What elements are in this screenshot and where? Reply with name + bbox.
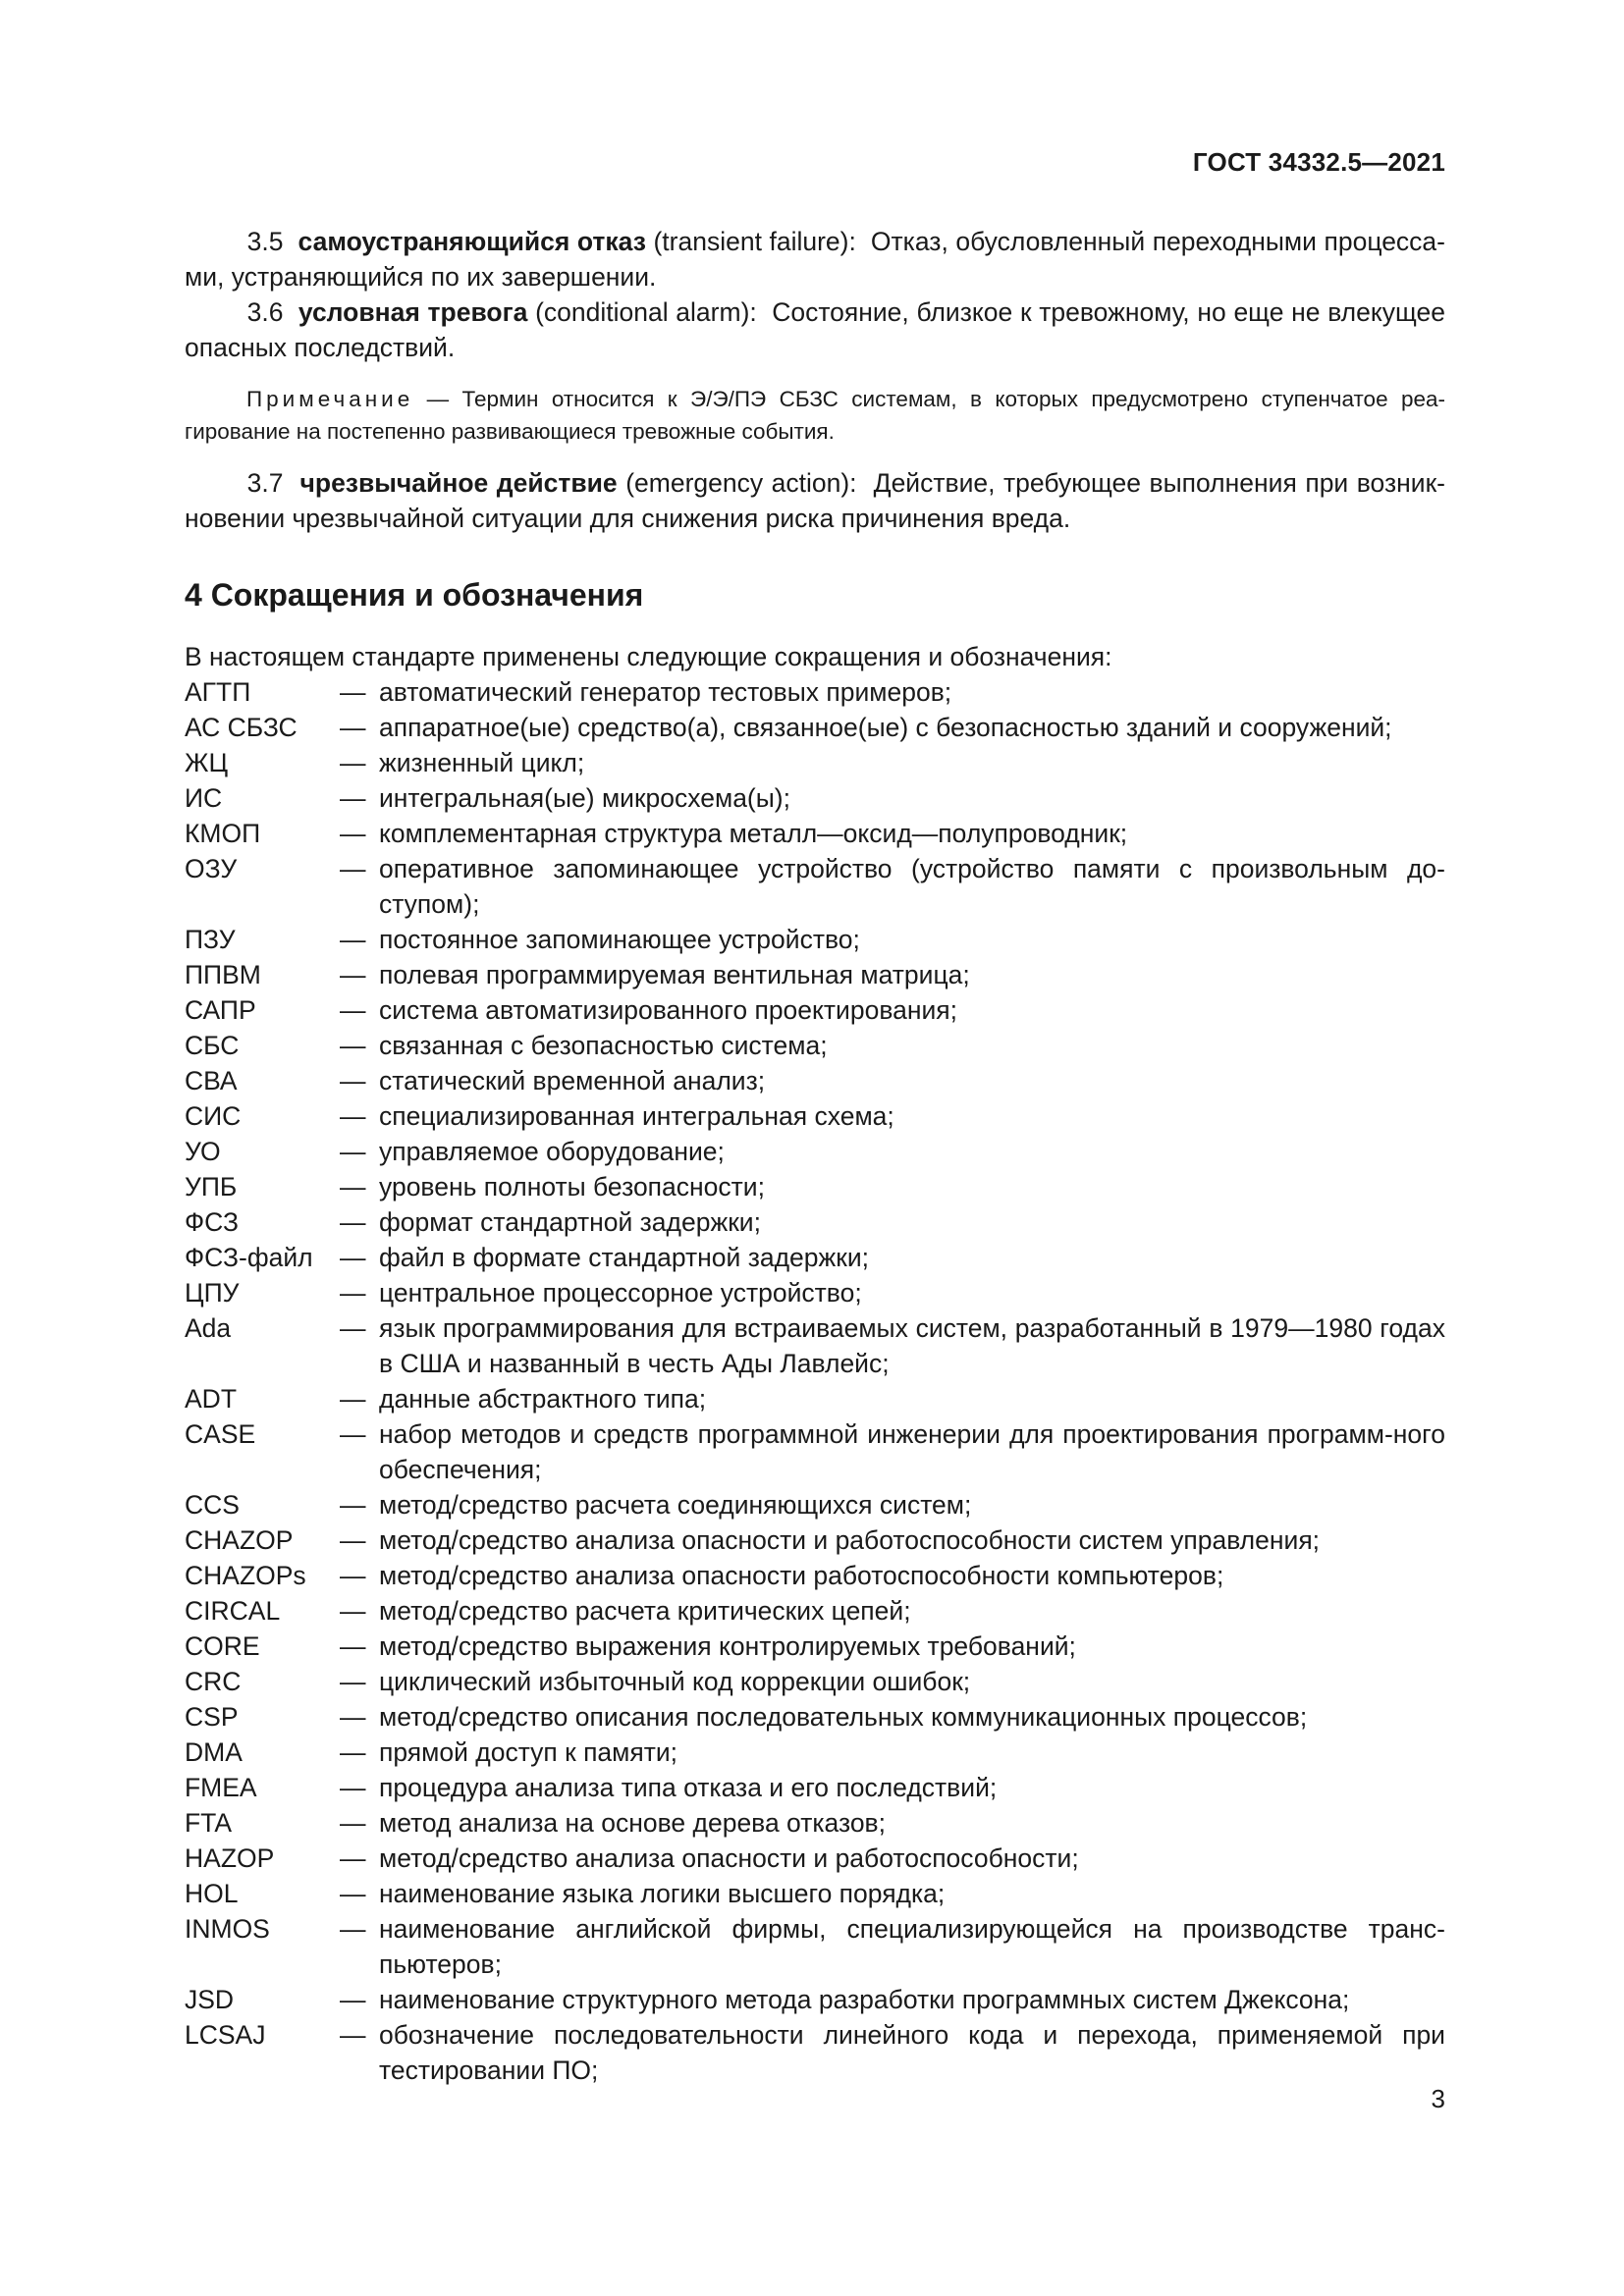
dash-separator: — xyxy=(340,1207,366,1237)
dash-separator: — xyxy=(340,1737,366,1767)
abbreviation: УО xyxy=(185,1137,221,1166)
abbreviation: CIRCAL xyxy=(185,1596,281,1626)
term-english: (transient failure): xyxy=(653,227,856,256)
abbreviation: CRC xyxy=(185,1667,242,1696)
abbreviation: Ada xyxy=(185,1313,232,1343)
list-item xyxy=(185,1841,1445,1876)
section-title: 4 Сокращения и обозначения xyxy=(185,577,644,613)
dash-separator: — xyxy=(340,1702,366,1732)
list-item xyxy=(185,957,1445,992)
dash-separator: — xyxy=(340,1561,366,1590)
abbreviation-definition: метод/средство анализа опасности работоспособности компьютеров; xyxy=(379,1561,1224,1590)
abbreviation: СИС xyxy=(185,1101,242,1131)
dash-separator: — xyxy=(340,713,366,742)
list-item xyxy=(185,1204,1445,1240)
abbreviation: INMOS xyxy=(185,1914,270,1944)
page-content xyxy=(185,224,1445,2088)
list-item xyxy=(185,1735,1445,1770)
abbreviation: FTA xyxy=(185,1808,233,1838)
term-english: (emergency action): xyxy=(625,468,857,498)
dash-separator: — xyxy=(340,854,366,883)
page-number: 3 xyxy=(1431,2084,1445,2113)
dash-separator: — xyxy=(340,1631,366,1661)
dash-separator: — xyxy=(340,1985,366,2014)
dash-separator: — xyxy=(340,783,366,813)
dash-separator: — xyxy=(340,1384,366,1414)
abbreviation-list xyxy=(185,674,1445,2088)
list-item xyxy=(185,922,1445,957)
abbreviation: АГТП xyxy=(185,677,251,707)
abbreviation-definition: процедура анализа типа отказа и его последствий; xyxy=(379,1773,998,1802)
list-item xyxy=(185,710,1445,745)
abbreviation: СВА xyxy=(185,1066,238,1095)
dash-separator: — xyxy=(340,1101,366,1131)
abbreviation-definition: данные абстрактного типа; xyxy=(379,1384,707,1414)
dash-separator: — xyxy=(340,819,366,848)
list-item xyxy=(185,1911,1445,1982)
abbreviation: FMEA xyxy=(185,1773,257,1802)
note-text: — Термин относится к Э/Э/ПЭ СБЗС системам, в которых предусмотрено ступенчатое реа-гирование на постепенно развивающиеся тревожные события. xyxy=(185,387,1445,444)
dash-separator: — xyxy=(340,2020,366,2050)
list-item xyxy=(185,1629,1445,1664)
list-item xyxy=(185,1134,1445,1169)
abbreviation-definition: наименование английской фирмы, специализирующейся на производстве транс-пьютеров; xyxy=(379,1914,1445,1979)
dash-separator: — xyxy=(340,1667,366,1696)
term-3-7 xyxy=(185,465,1445,536)
term-name: самоустраняющийся отказ xyxy=(298,227,646,256)
abbreviation: CSP xyxy=(185,1702,239,1732)
list-item xyxy=(185,1558,1445,1593)
list-item xyxy=(185,1982,1445,2017)
abbreviation-definition: наименование языка логики высшего порядка; xyxy=(379,1879,946,1908)
list-item xyxy=(185,1593,1445,1629)
dash-separator: — xyxy=(340,1419,366,1449)
abbreviation: ОЗУ xyxy=(185,854,238,883)
abbreviation: CASE xyxy=(185,1419,256,1449)
abbreviation-definition: уровень полноты безопасности; xyxy=(379,1172,765,1201)
abbreviation: ФСЗ xyxy=(185,1207,239,1237)
abbreviation: CCS xyxy=(185,1490,240,1520)
list-item xyxy=(185,816,1445,851)
dash-separator: — xyxy=(340,1879,366,1908)
list-item xyxy=(185,1487,1445,1522)
abbreviation: ФСЗ-файл xyxy=(185,1243,313,1272)
dash-separator: — xyxy=(340,1596,366,1626)
note-label: Примечание xyxy=(246,387,414,411)
dash-separator: — xyxy=(340,677,366,707)
abbreviation-definition: метод/средство расчета критических цепей; xyxy=(379,1596,911,1626)
abbreviation: ППВМ xyxy=(185,960,261,989)
term-name: чрезвычайное действие xyxy=(299,468,618,498)
list-item xyxy=(185,992,1445,1028)
dash-separator: — xyxy=(340,1773,366,1802)
abbreviation: АС СБЗС xyxy=(185,713,298,742)
abbreviation-definition: статический временной анализ; xyxy=(379,1066,766,1095)
dash-separator: — xyxy=(340,960,366,989)
abbreviation-definition: интегральная(ые) микросхема(ы); xyxy=(379,783,790,813)
list-item xyxy=(185,1876,1445,1911)
term-definition: Состояние, близкое к тревожному, но еще не влекущее опасных последствий. xyxy=(185,297,1446,362)
dash-separator: — xyxy=(340,1137,366,1166)
term-number: 3.6 xyxy=(246,297,284,327)
abbreviation: УПБ xyxy=(185,1172,238,1201)
abbreviation-definition: файл в формате стандартной задержки; xyxy=(379,1243,870,1272)
abbreviation-definition: метод/средство описания последовательных коммуникационных процессов; xyxy=(379,1702,1308,1732)
list-item xyxy=(185,2017,1445,2088)
list-item xyxy=(185,1063,1445,1098)
list-item xyxy=(185,1770,1445,1805)
list-item xyxy=(185,1169,1445,1204)
abbreviation: САПР xyxy=(185,995,256,1025)
abbreviation-definition: связанная с безопасностью система; xyxy=(379,1031,828,1060)
term-definition: Действие, требующее выполнения при возник-новении чрезвычайной ситуации для снижения риска причинения вреда. xyxy=(185,468,1445,533)
dash-separator: — xyxy=(340,995,366,1025)
abbreviation-definition: полевая программируемая вентильная матрица; xyxy=(379,960,970,989)
abbreviation: ЖЦ xyxy=(185,748,229,777)
section-intro: В настоящем стандарте применены следующие сокращения и обозначения: xyxy=(185,642,1112,671)
dash-separator: — xyxy=(340,1066,366,1095)
list-item xyxy=(185,780,1445,816)
abbreviation: СБС xyxy=(185,1031,240,1060)
note xyxy=(185,383,1445,448)
abbreviation-definition: прямой доступ к памяти; xyxy=(379,1737,678,1767)
abbreviation: HOL xyxy=(185,1879,239,1908)
list-item xyxy=(185,1416,1445,1487)
abbreviation-definition: аппаратное(ые) средство(а), связанное(ые) с безопасностью зданий и сооружений; xyxy=(379,713,1392,742)
dash-separator: — xyxy=(340,1914,366,1944)
abbreviation-definition: метод/средство расчета соединяющихся систем; xyxy=(379,1490,972,1520)
list-item xyxy=(185,745,1445,780)
dash-separator: — xyxy=(340,1525,366,1555)
abbreviation-definition: набор методов и средств программной инженерии для проектирования программ-ного обеспечения; xyxy=(379,1419,1445,1484)
abbreviation: HAZOP xyxy=(185,1843,275,1873)
list-item xyxy=(185,1098,1445,1134)
document-code: ГОСТ 34332.5—2021 xyxy=(1192,147,1445,177)
dash-separator: — xyxy=(340,1313,366,1343)
abbreviation-definition: метод/средство анализа опасности и работоспособности; xyxy=(379,1843,1079,1873)
abbreviation: CHAZOP xyxy=(185,1525,294,1555)
abbreviation-definition: язык программирования для встраиваемых систем, разработанный в 1979—1980 годах в США и названный в честь Ады Лавлейс; xyxy=(379,1313,1445,1378)
dash-separator: — xyxy=(340,925,366,954)
abbreviation: КМОП xyxy=(185,819,261,848)
abbreviation: DMA xyxy=(185,1737,243,1767)
term-name: условная тревога xyxy=(298,297,528,327)
list-item xyxy=(185,1310,1445,1381)
abbreviation-definition: система автоматизированного проектирования; xyxy=(379,995,958,1025)
dash-separator: — xyxy=(340,1808,366,1838)
dash-separator: — xyxy=(340,1843,366,1873)
dash-separator: — xyxy=(340,1031,366,1060)
term-3-5 xyxy=(185,224,1445,294)
term-english: (conditional alarm): xyxy=(535,297,757,327)
list-item xyxy=(185,1275,1445,1310)
term-number: 3.7 xyxy=(246,468,284,498)
term-3-6 xyxy=(185,294,1445,365)
dash-separator: — xyxy=(340,748,366,777)
abbreviation-definition: метод/средство анализа опасности и работоспособности систем управления; xyxy=(379,1525,1321,1555)
abbreviation-definition: оперативное запоминающее устройство (устройство памяти с произвольным до-ступом); xyxy=(379,854,1445,919)
list-item xyxy=(185,1381,1445,1416)
dash-separator: — xyxy=(340,1172,366,1201)
abbreviation: ЦПУ xyxy=(185,1278,240,1308)
dash-separator: — xyxy=(340,1278,366,1308)
abbreviation-definition: циклический избыточный код коррекции ошибок; xyxy=(379,1667,971,1696)
list-item xyxy=(185,1699,1445,1735)
abbreviation: CORE xyxy=(185,1631,260,1661)
abbreviation-definition: метод анализа на основе дерева отказов; xyxy=(379,1808,886,1838)
list-item xyxy=(185,851,1445,922)
abbreviation-definition: обозначение последовательности линейного кода и перехода, применяемой при тестировании ПО; xyxy=(379,2020,1445,2085)
abbreviation: ADT xyxy=(185,1384,237,1414)
abbreviation: CHAZOPs xyxy=(185,1561,306,1590)
abbreviation-definition: постоянное запоминающее устройство; xyxy=(379,925,860,954)
abbreviation-definition: автоматический генератор тестовых примеров; xyxy=(379,677,952,707)
list-item xyxy=(185,1522,1445,1558)
abbreviation-definition: управляемое оборудование; xyxy=(379,1137,725,1166)
abbreviation-definition: комплементарная структура металл—оксид—полупроводник; xyxy=(379,819,1128,848)
abbreviation: JSD xyxy=(185,1985,235,2014)
abbreviation-definition: формат стандартной задержки; xyxy=(379,1207,761,1237)
dash-separator: — xyxy=(340,1490,366,1520)
abbreviation: LCSAJ xyxy=(185,2020,266,2050)
list-item xyxy=(185,1028,1445,1063)
list-item xyxy=(185,1805,1445,1841)
abbreviation-definition: центральное процессорное устройство; xyxy=(379,1278,862,1308)
abbreviation-definition: метод/средство выражения контролируемых требований; xyxy=(379,1631,1076,1661)
term-number: 3.5 xyxy=(246,227,284,256)
dash-separator: — xyxy=(340,1243,366,1272)
abbreviation-definition: жизненный цикл; xyxy=(379,748,585,777)
list-item xyxy=(185,1240,1445,1275)
abbreviation-definition: наименование структурного метода разработки программных систем Джексона; xyxy=(379,1985,1350,2014)
list-item xyxy=(185,1664,1445,1699)
abbreviation-definition: специализированная интегральная схема; xyxy=(379,1101,894,1131)
abbreviation: ПЗУ xyxy=(185,925,236,954)
abbreviation: ИС xyxy=(185,783,223,813)
list-item xyxy=(185,674,1445,710)
term-definition: Отказ, обусловленный переходными процесса-ми, устраняющийся по их завершении. xyxy=(185,227,1445,292)
